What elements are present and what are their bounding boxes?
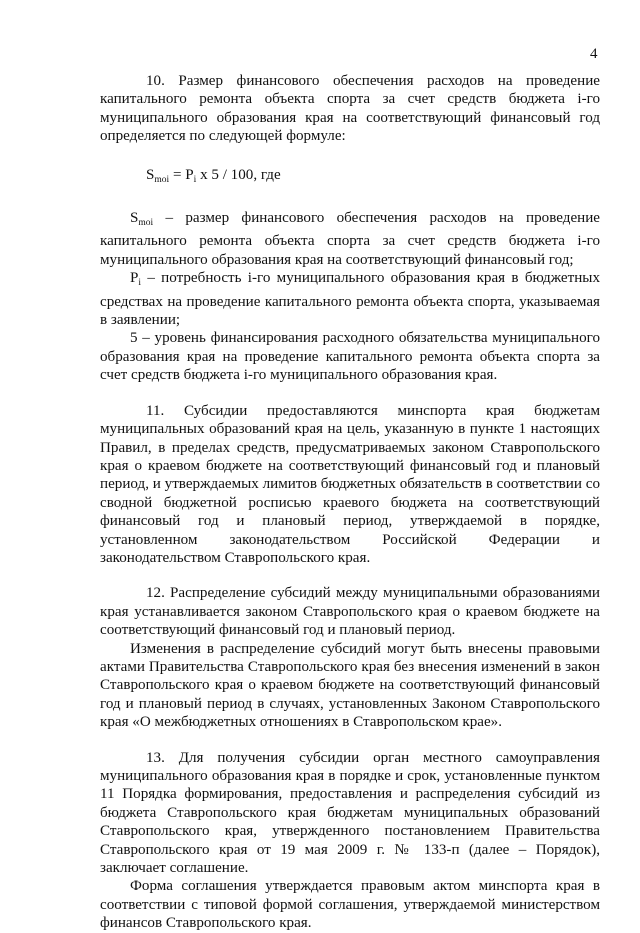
definition-p-subscript: i — [138, 278, 142, 289]
formula-lhs: S — [146, 166, 155, 183]
paragraph-11: 11. Субсидии предоставляются минспорта края бюджетам муниципальных образований края на цель, указанную в пункте 1 настоящих Правил, в пределах средств, предусматриваемых законом Ставропольского края о краевом бюджете на соответствующий финансовый год и плановый период, и утверждаемых лимитов бюджетных обязательств в соответствии со сводной бюджетной росписью краевого бюджета на соответствующий финансовый год и плановый период, утверждаемой в порядке, установленном законодательством Российской Федерации и законодательством Ставропольского края. — [100, 402, 600, 566]
paragraph-12-continued: Изменения в распределение субсидий могут быть внесены правовыми актами Правительства Ставропольского края без внесения изменений в закон Ставропольского края о краевом бюджете на соответствующий финансовый год и плановый период в случаях, установленных Законом Ставропольского края «О межбюджетных отношениях в Ставропольском крае». — [100, 640, 600, 731]
definition-s — [100, 209, 600, 269]
definition-s-text: – размер финансового обеспечения расходов на проведение капитального ремонта объекта спорта за счет средств бюджета i-го муниципального образования края на соответствующий финансовый год; — [100, 210, 600, 268]
paragraph-12: 12. Распределение субсидий между муниципальными образованиями края устанавливается законом Ставропольского края о краевом бюджете на соответствующий финансовый год и плановый период. — [100, 585, 600, 639]
page-number: 4 — [590, 46, 598, 62]
definition-s-symbol: S — [130, 210, 139, 227]
formula-rest: x 5 / 100, где — [196, 166, 281, 183]
paragraph-10: 10. Размер финансового обеспечения расходов на проведение капитального ремонта объекта спорта за счет средств бюджета i-го муниципального образования края на соответствующий финансовый год определяется по следующей формуле: — [100, 73, 600, 145]
definition-p-text: – потребность i-го муниципального образования края в бюджетных средствах на проведение капитального ремонта объекта спорта, указываемая в заявлении; — [100, 270, 600, 329]
document-body — [100, 72, 600, 933]
formula-p-subscript: i — [193, 174, 197, 185]
formula-eq: = P — [169, 166, 194, 183]
formula-lhs-subscript: moi — [154, 174, 170, 185]
definition-5: 5 – уровень финансирования расходного обязательства муниципального образования края на проведение капитального ремонта объекта спорта за счет средств бюджета i-го муниципального образования края. — [100, 330, 600, 384]
paragraph-13-continued: Форма соглашения утверждается правовым актом минспорта края в соответствии с типовой формой соглашения, утверждаемой министерством финансов Ставропольского края. — [100, 878, 600, 932]
definition-s-subscript: moi — [138, 218, 154, 229]
definition-p — [100, 269, 600, 329]
formula — [146, 166, 600, 189]
paragraph-13: 13. Для получения субсидии орган местного самоуправления муниципального образования края в порядке и срок, установленные пунктом 11 Порядка формирования, предоставления и распределения субсидий из бюджета Ставропольского края бюджетам муниципальных образований Ставропольского края, утвержденного постановлением Правительства Ставропольского края от 19 мая 2009 г. № 133-п (далее – Порядок), заключает соглашение. — [100, 749, 600, 877]
definition-p-symbol: P — [130, 270, 139, 287]
